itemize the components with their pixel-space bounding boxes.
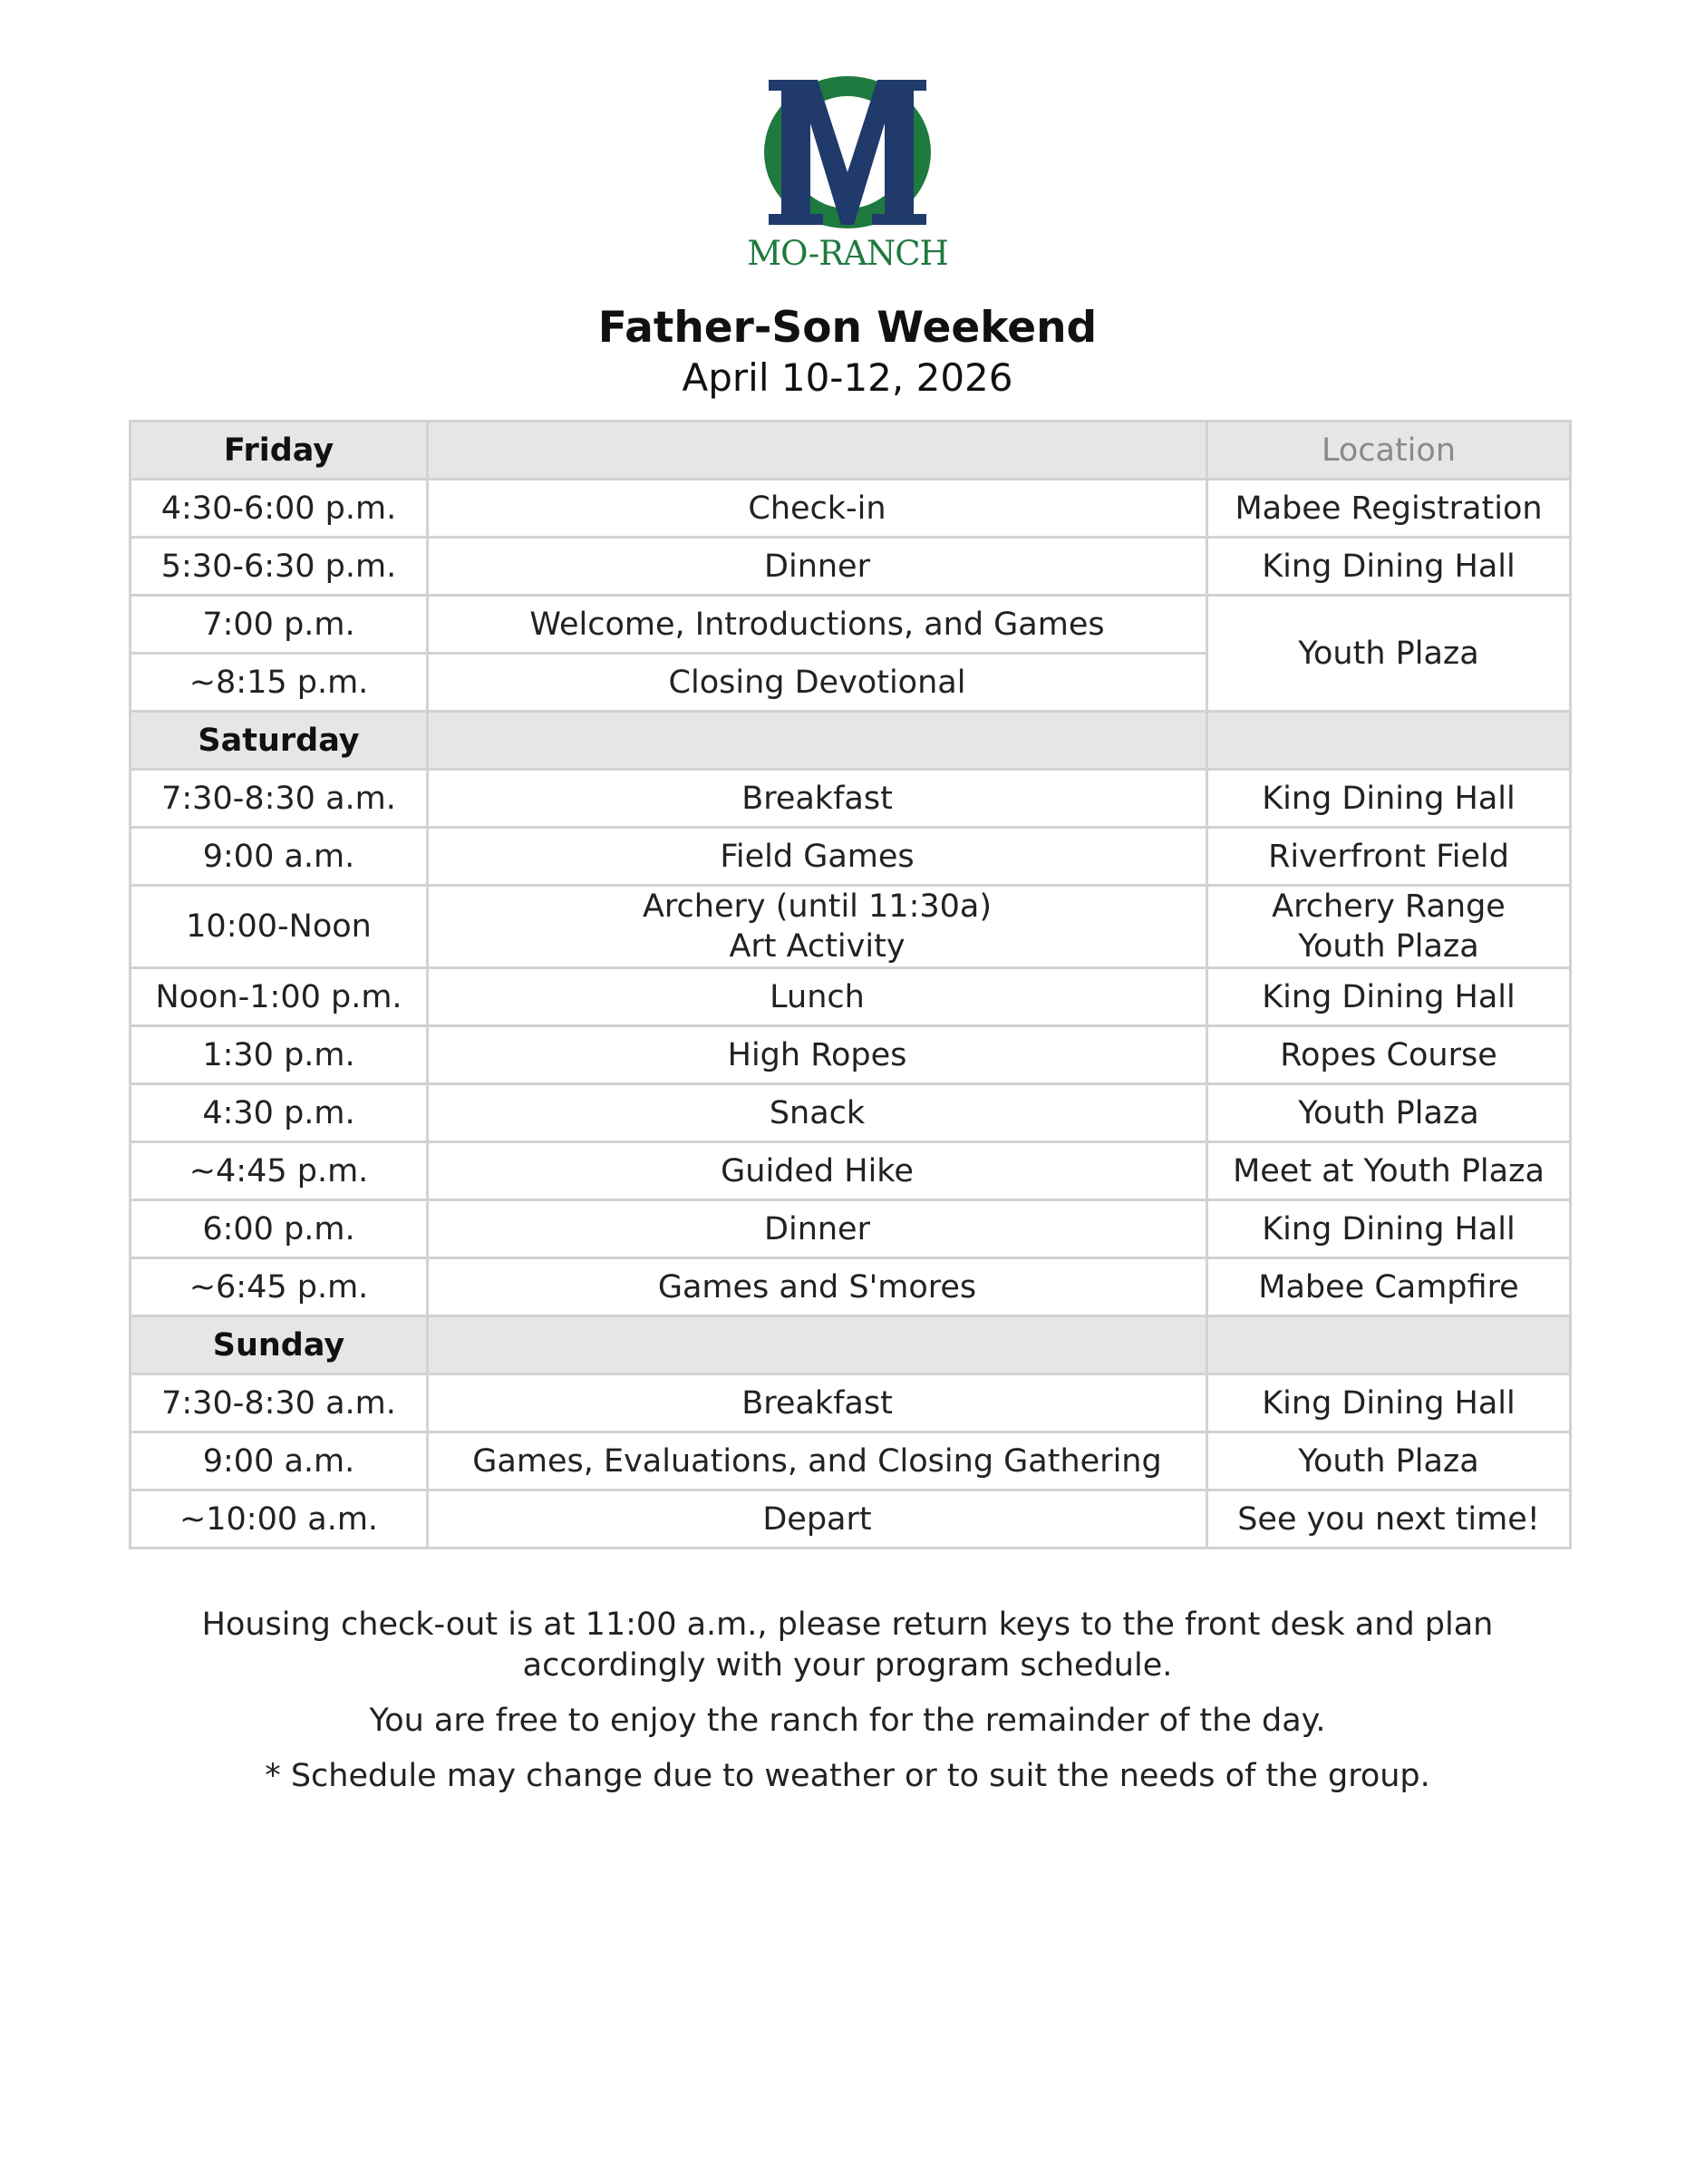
time-cell: ~6:45 p.m. — [131, 1258, 428, 1316]
activity-line: Art Activity — [729, 928, 906, 965]
activity-cell: High Ropes — [428, 1026, 1207, 1084]
activity-cell: Field Games — [428, 828, 1207, 886]
table-row — [131, 1490, 1571, 1548]
time-cell: 6:00 p.m. — [131, 1200, 428, 1258]
activity-cell: Check-in — [428, 480, 1207, 538]
location-cell — [1207, 886, 1571, 968]
table-row — [131, 1142, 1571, 1200]
location-cell: Youth Plaza — [1207, 1084, 1571, 1142]
location-cell: Youth Plaza — [1207, 1432, 1571, 1490]
activity-cell: Depart — [428, 1490, 1207, 1548]
activity-cell: Games, Evaluations, and Closing Gathering — [428, 1432, 1207, 1490]
mo-ranch-logo-icon — [752, 71, 943, 234]
location-cell: King Dining Hall — [1207, 1374, 1571, 1432]
activity-cell: Breakfast — [428, 1374, 1207, 1432]
activity-cell: Lunch — [428, 968, 1207, 1026]
location-cell: Ropes Course — [1207, 1026, 1571, 1084]
activity-cell: Guided Hike — [428, 1142, 1207, 1200]
page-title: Father-Son Weekend — [597, 303, 1098, 353]
day-label: Saturday — [131, 712, 428, 770]
notes — [181, 1605, 1514, 1811]
table-row — [131, 480, 1571, 538]
empty-cell — [428, 1316, 1207, 1374]
table-row — [131, 828, 1571, 886]
empty-cell — [428, 712, 1207, 770]
location-line: Youth Plaza — [1298, 928, 1479, 965]
table-row — [131, 1432, 1571, 1490]
empty-cell — [1207, 1316, 1571, 1374]
day-header-row — [131, 422, 1571, 480]
location-cell: Riverfront Field — [1207, 828, 1571, 886]
activity-cell: Closing Devotional — [428, 654, 1207, 712]
day-label: Sunday — [131, 1316, 428, 1374]
time-cell: 4:30-6:00 p.m. — [131, 480, 428, 538]
time-cell: 7:30-8:30 a.m. — [131, 1374, 428, 1432]
location-line: Archery Range — [1272, 888, 1506, 925]
empty-cell — [428, 422, 1207, 480]
empty-cell — [1207, 712, 1571, 770]
table-row — [131, 596, 1571, 654]
checkout-note: Housing check-out is at 11:00 a.m., please return keys to the front desk and plan accordingly with your program schedule. — [201, 1606, 1494, 1684]
location-header: Location — [1207, 422, 1571, 480]
event-dates: April 10-12, 2026 — [682, 355, 1013, 400]
activity-cell: Welcome, Introductions, and Games — [428, 596, 1207, 654]
activity-cell: Snack — [428, 1084, 1207, 1142]
day-header-row — [131, 712, 1571, 770]
location-cell: King Dining Hall — [1207, 770, 1571, 828]
activity-cell: Dinner — [428, 538, 1207, 596]
table-row — [131, 886, 1571, 968]
location-cell: King Dining Hall — [1207, 968, 1571, 1026]
time-cell: ~8:15 p.m. — [131, 654, 428, 712]
time-cell: ~4:45 p.m. — [131, 1142, 428, 1200]
free-time-note: You are free to enjoy the ranch for the remainder of the day. — [369, 1703, 1326, 1739]
logo — [0, 71, 1695, 234]
time-cell: 9:00 a.m. — [131, 1432, 428, 1490]
table-row — [131, 968, 1571, 1026]
table-row — [131, 770, 1571, 828]
table-row — [131, 1084, 1571, 1142]
table-row — [131, 538, 1571, 596]
day-header-row — [131, 1316, 1571, 1374]
brand-name: MO-RANCH — [747, 234, 948, 273]
location-cell: Meet at Youth Plaza — [1207, 1142, 1571, 1200]
activity-cell: Dinner — [428, 1200, 1207, 1258]
time-cell: 4:30 p.m. — [131, 1084, 428, 1142]
time-cell: 1:30 p.m. — [131, 1026, 428, 1084]
location-cell: Youth Plaza — [1207, 596, 1571, 712]
time-cell: 7:30-8:30 a.m. — [131, 770, 428, 828]
time-cell: 5:30-6:30 p.m. — [131, 538, 428, 596]
table-row — [131, 1374, 1571, 1432]
table-row — [131, 1258, 1571, 1316]
disclaimer-note: * Schedule may change due to weather or to suit the needs of the group. — [265, 1758, 1430, 1794]
time-cell: 9:00 a.m. — [131, 828, 428, 886]
table-row — [131, 1200, 1571, 1258]
time-cell: 10:00-Noon — [131, 886, 428, 968]
time-cell: Noon-1:00 p.m. — [131, 968, 428, 1026]
location-cell: See you next time! — [1207, 1490, 1571, 1548]
activity-cell: Breakfast — [428, 770, 1207, 828]
location-cell: Mabee Campfire — [1207, 1258, 1571, 1316]
location-cell: Mabee Registration — [1207, 480, 1571, 538]
location-cell: King Dining Hall — [1207, 538, 1571, 596]
location-cell: King Dining Hall — [1207, 1200, 1571, 1258]
activity-cell — [428, 886, 1207, 968]
schedule-table — [129, 420, 1572, 1549]
activity-line: Archery (until 11:30a) — [642, 888, 993, 925]
time-cell: 7:00 p.m. — [131, 596, 428, 654]
table-row — [131, 1026, 1571, 1084]
day-label: Friday — [131, 422, 428, 480]
activity-cell: Games and S'mores — [428, 1258, 1207, 1316]
time-cell: ~10:00 a.m. — [131, 1490, 428, 1548]
